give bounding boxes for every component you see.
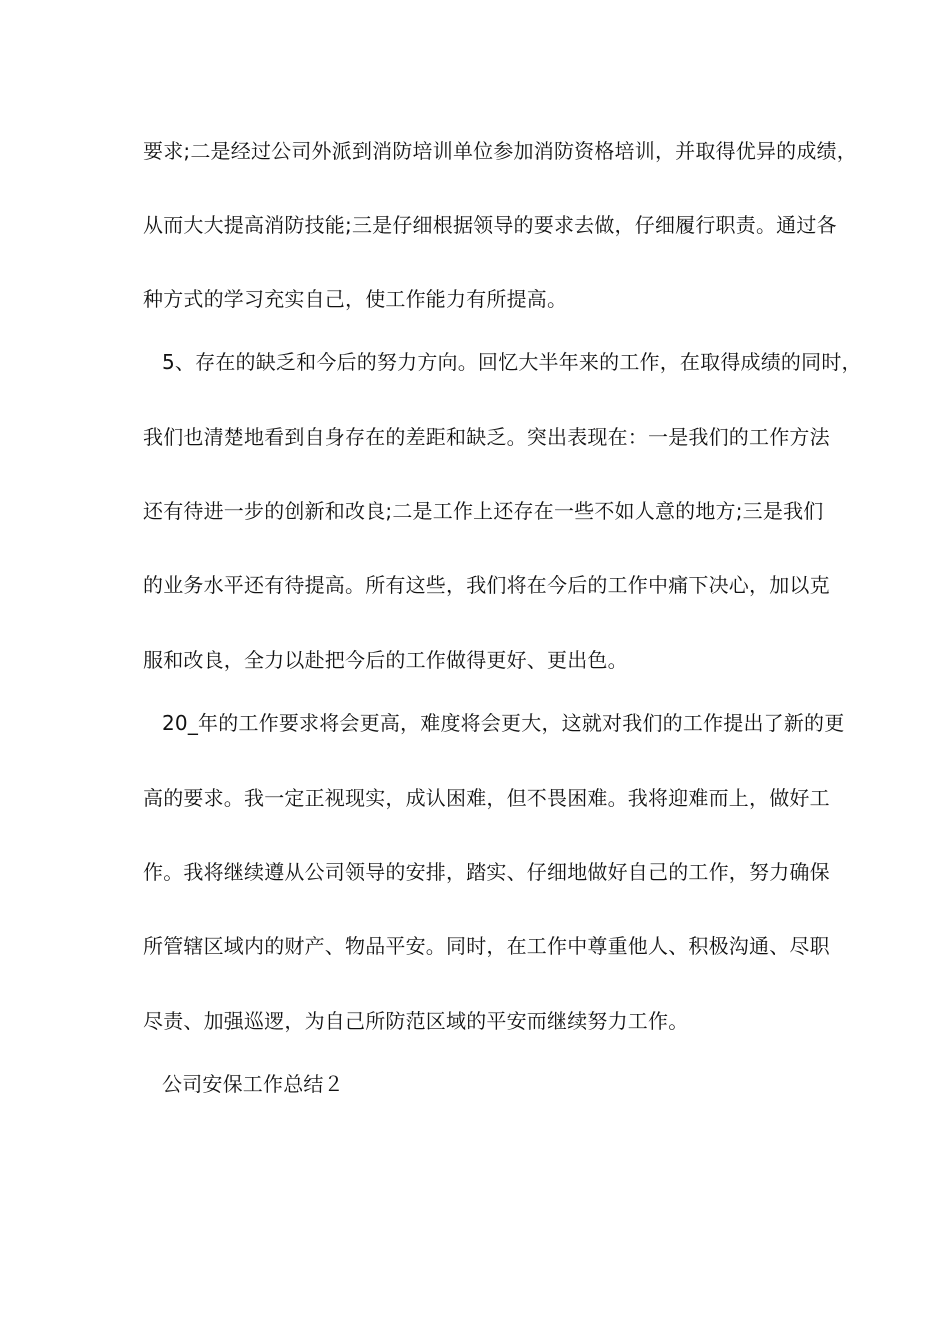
text-line-9: 20_年的工作要求将会更高，难度将会更大，这就对我们的工作提出了新的更 bbox=[162, 711, 845, 735]
text-line-8: 服和改良，全力以赴把今后的工作做得更好、更出色。 bbox=[143, 648, 628, 672]
text-line-5: 我们也清楚地看到自身存在的差距和缺乏。突出表现在：一是我们的工作方法 bbox=[143, 425, 830, 449]
text-line-11: 作。我将继续遵从公司领导的安排，踏实、仔细地做好自己的工作，努力确保 bbox=[143, 860, 830, 884]
text-line-7: 的业务水平还有待提高。所有这些，我们将在今后的工作中痛下决心，加以克 bbox=[143, 573, 830, 597]
text-line-2: 从而大大提高消防技能;三是仔细根据领导的要求去做，仔细履行职责。通过各 bbox=[143, 213, 837, 237]
text-line-3: 种方式的学习充实自己，使工作能力有所提高。 bbox=[143, 287, 568, 311]
text-line-1: 要求;二是经过公司外派到消防培训单位参加消防资格培训，并取得优异的成绩， bbox=[143, 139, 857, 163]
text-line-6: 还有待进一步的创新和改良;二是工作上还存在一些不如人意的地方;三是我们 bbox=[143, 499, 824, 523]
text-line-12: 所管辖区域内的财产、物品平安。同时，在工作中尊重他人、积极沟通、尽职 bbox=[143, 934, 830, 958]
text-line-13: 尽责、加强巡逻，为自己所防范区域的平安而继续努力工作。 bbox=[143, 1009, 689, 1033]
text-line-10: 高的要求。我一定正视现实，成认困难，但不畏困难。我将迎难而上，做好工 bbox=[143, 786, 830, 810]
text-line-4: 5、存在的缺乏和今后的努力方向。回忆大半年来的工作，在取得成绩的同时， bbox=[162, 350, 862, 374]
section-heading: 公司安保工作总结２ bbox=[162, 1072, 344, 1096]
